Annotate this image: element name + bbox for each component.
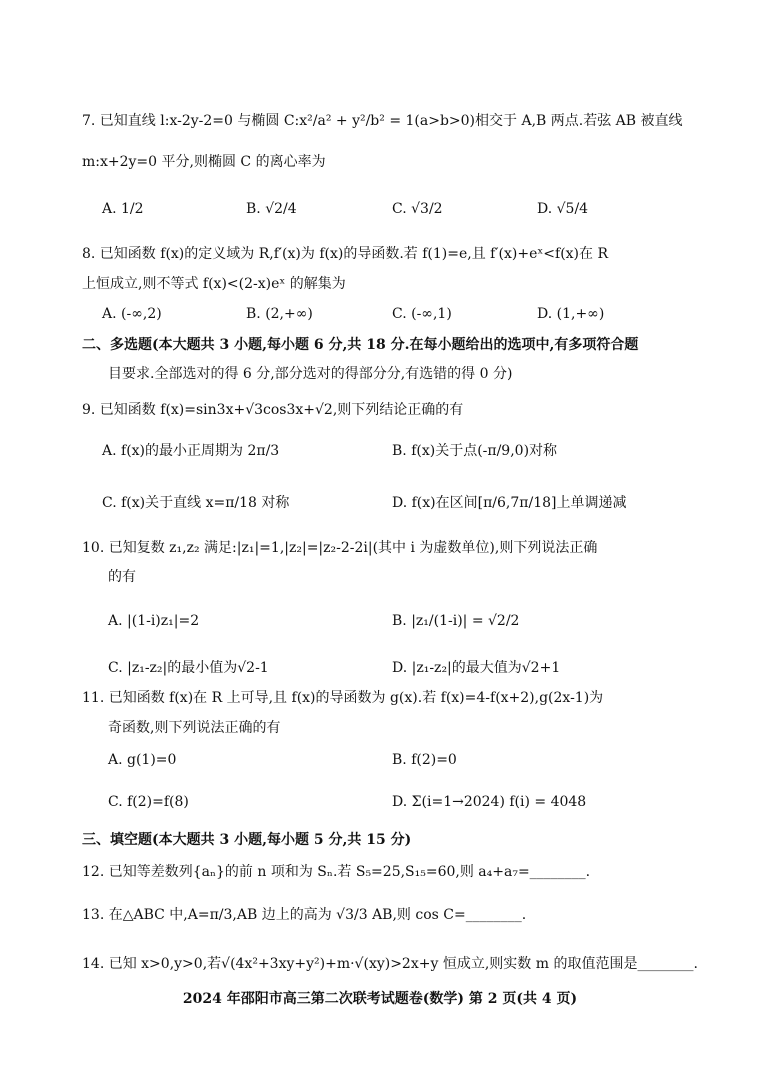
q7-option-b: B. √2/4: [246, 201, 297, 217]
q10-option-c: C. |z₁-z₂|的最小值为√2-1: [108, 660, 269, 676]
q7-option-c: C. √3/2: [392, 201, 443, 217]
q10-option-b: B. |z₁/(1-i)| = √2/2: [392, 613, 520, 629]
q11-option-c: C. f(2)=f(8): [108, 794, 189, 810]
q9-option-a: A. f(x)的最小正周期为 2π/3: [102, 443, 280, 459]
q8-option-c: C. (-∞,1): [392, 306, 452, 322]
q11-line2: 奇函数,则下列说法正确的有: [108, 720, 281, 736]
q9-option-d: D. f(x)在区间[π/6,7π/18]上单调递减: [392, 495, 627, 511]
q7-option-a: A. 1/2: [102, 201, 144, 217]
q12-line1: 12. 已知等差数列{aₙ}的前 n 项和为 Sₙ.若 S₅=25,S₁₅=60,则 a₄+a₇=________.: [82, 864, 591, 880]
section2-line2: 目要求.全部选对的得 6 分,部分选对的得部分分,有选错的得 0 分): [108, 366, 513, 382]
q8-option-a: A. (-∞,2): [102, 306, 162, 322]
section2-heading: 二、多选题(本大题共 3 小题,每小题 6 分,共 18 分.在每小题给出的选项中,有多项符合题: [82, 337, 639, 353]
q13-line1: 13. 在△ABC 中,A=π/3,AB 边上的高为 √3/3 AB,则 cos C=________.: [82, 907, 527, 923]
q8-line2: 上恒成立,则不等式 f(x)<(2-x)eˣ 的解集为: [82, 276, 346, 292]
q7-option-d: D. √5/4: [537, 201, 589, 217]
section3-heading: 三、填空题(本大题共 3 小题,每小题 5 分,共 15 分): [82, 832, 412, 848]
q10-option-a: A. |(1-i)z₁|=2: [108, 613, 200, 629]
q11-option-b: B. f(2)=0: [392, 752, 457, 768]
q8-option-d: D. (1,+∞): [537, 306, 605, 322]
q9-line1: 9. 已知函数 f(x)=sin3x+√3cos3x+√2,则下列结论正确的有: [82, 402, 464, 418]
q7-line2: m:x+2y=0 平分,则椭圆 C 的离心率为: [82, 154, 326, 170]
q10-option-d: D. |z₁-z₂|的最大值为√2+1: [392, 660, 561, 676]
q9-option-b: B. f(x)关于点(-π/9,0)对称: [392, 443, 558, 459]
q10-line2: 的有: [108, 569, 136, 585]
q9-option-c: C. f(x)关于直线 x=π/18 对称: [102, 495, 290, 511]
page-footer: 2024 年邵阳市高三第二次联考试题卷(数学) 第 2 页(共 4 页): [182, 991, 578, 1007]
q11-line1: 11. 已知函数 f(x)在 R 上可导,且 f(x)的导函数为 g(x).若 f(x)=4-f(x+2),g(2x-1)为: [82, 690, 604, 706]
q8-option-b: B. (2,+∞): [246, 306, 313, 322]
q14-line1: 14. 已知 x>0,y>0,若√(4x²+3xy+y²)+m·√(xy)>2x+y 恒成立,则实数 m 的取值范围是________.: [82, 956, 698, 972]
q11-option-a: A. g(1)=0: [108, 752, 177, 768]
q7-line1: 7. 已知直线 l:x-2y-2=0 与椭圆 C:x²/a² + y²/b² = 1(a>b>0)相交于 A,B 两点.若弦 AB 被直线: [82, 113, 683, 129]
q10-line1: 10. 已知复数 z₁,z₂ 满足:|z₁|=1,|z₂|=|z₂-2-2i|(其中 i 为虚数单位),则下列说法正确: [82, 540, 598, 556]
q8-line1: 8. 已知函数 f(x)的定义域为 R,f′(x)为 f(x)的导函数.若 f(1)=e,且 f′(x)+eˣ<f(x)在 R: [82, 246, 609, 262]
q11-option-d: D. Σ(i=1→2024) f(i) = 4048: [392, 794, 587, 810]
